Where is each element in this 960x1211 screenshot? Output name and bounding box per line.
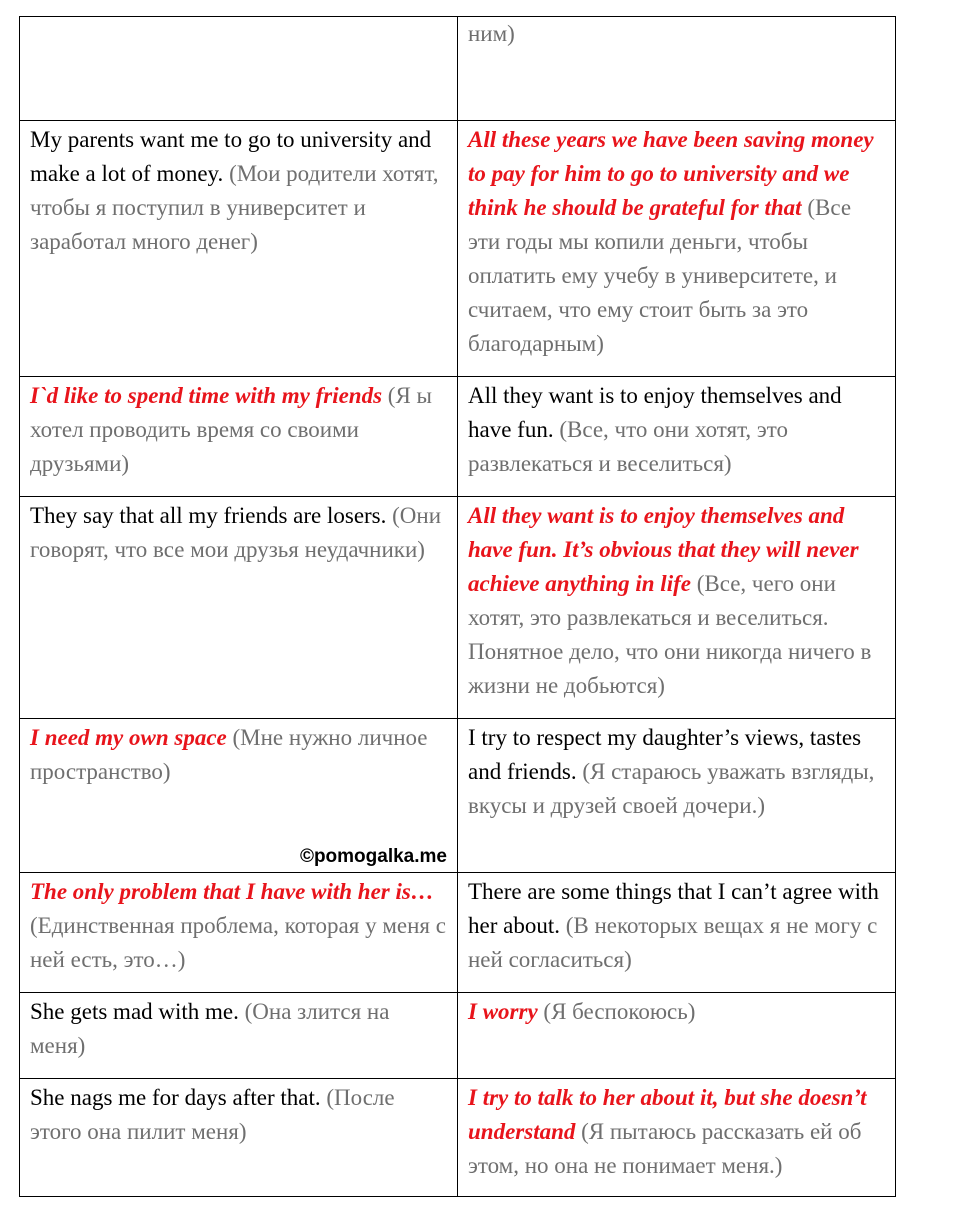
english-text: She gets mad with me. — [30, 999, 239, 1024]
english-text: She nags me for days after that. — [30, 1085, 321, 1110]
dialogue-table — [19, 16, 896, 1197]
table-cell-right — [458, 377, 896, 497]
highlight-text: All they want is to enjoy themselves and have fun. It’s obvious that they will never achieve anything in life — [468, 503, 859, 596]
russian-translation: (Они говорят, что все мои друзья неудачники) — [30, 503, 442, 562]
russian-translation: (Я пытаюсь рассказать ей об этом, но она не понимает меня.) — [468, 1119, 862, 1178]
table-row — [20, 873, 896, 993]
english-text: All they want is to enjoy themselves and have fun. — [468, 383, 842, 442]
highlight-text: I try to talk to her about it, but she doesn’t understand — [468, 1085, 867, 1144]
table-cell-right — [458, 497, 896, 719]
table-cell-left — [20, 1079, 458, 1197]
table-row — [20, 993, 896, 1079]
table-cell-left — [20, 121, 458, 377]
english-text: They say that all my friends are losers. — [30, 503, 387, 528]
table-row — [20, 497, 896, 719]
table-cell-left — [20, 497, 458, 719]
table-cell-right — [458, 719, 896, 873]
watermark: ©pomogalka.me — [299, 846, 447, 867]
russian-translation: (Я стараюсь уважать взгляды, вкусы и друзей своей дочери.) — [468, 759, 875, 818]
highlight-text: I`d like to spend time with my friends — [30, 383, 383, 408]
english-text: There are some things that I can’t agree with her about. — [468, 879, 879, 938]
russian-translation: (В некоторых вещах я не могу с ней согласиться) — [468, 913, 878, 972]
russian-translation: (Я ы хотел проводить время со своими друзьями) — [30, 383, 432, 476]
russian-translation: (Единственная проблема, которая у меня с ней есть, это…) — [30, 913, 446, 972]
russian-translation: (Все эти годы мы копили деньги, чтобы оплатить ему учебу в университете, и считаем, что ему стоит быть за это благодарным) — [468, 195, 852, 356]
russian-translation: ним) — [468, 21, 515, 46]
russian-translation: (После этого она пилит меня) — [30, 1085, 395, 1144]
russian-translation: (Все, что они хотят, это развлекаться и веселиться) — [468, 417, 789, 476]
table-cell-right — [458, 993, 896, 1079]
highlight-text: I worry — [468, 999, 538, 1024]
table-row — [20, 377, 896, 497]
table-row — [20, 17, 896, 121]
highlight-text: All these years we have been saving money to pay for him to go to university and we think he should be grateful for that — [468, 127, 874, 220]
russian-translation: (Я беспокоюсь) — [543, 999, 696, 1024]
table-cell-right — [458, 873, 896, 993]
table-cell-left — [20, 719, 458, 873]
russian-translation: (Мне нужно личное пространство) — [30, 725, 428, 784]
table-row — [20, 121, 896, 377]
english-text: My parents want me to go to university and make a lot of money. — [30, 127, 432, 186]
russian-translation: (Мои родители хотят, чтобы я поступил в университет и заработал много денег) — [30, 161, 439, 254]
english-text: I try to respect my daughter’s views, tastes and friends. — [468, 725, 862, 784]
highlight-text: I need my own space — [30, 725, 227, 750]
russian-translation: (Она злится на меня) — [30, 999, 390, 1058]
table-cell-left — [20, 993, 458, 1079]
table-cell-left — [20, 377, 458, 497]
table-row — [20, 719, 896, 873]
table-cell-left — [20, 873, 458, 993]
table-cell-right — [458, 1079, 896, 1197]
highlight-text: The only problem that I have with her is… — [30, 879, 434, 904]
table-row — [20, 1079, 896, 1197]
table-cell-left — [20, 17, 458, 121]
table-cell-right — [458, 121, 896, 377]
russian-translation: (Все, чего они хотят, это развлекаться и веселиться. Понятное дело, что они никогда ничего в жизни не добьются) — [468, 571, 872, 698]
table-cell-right — [458, 17, 896, 121]
